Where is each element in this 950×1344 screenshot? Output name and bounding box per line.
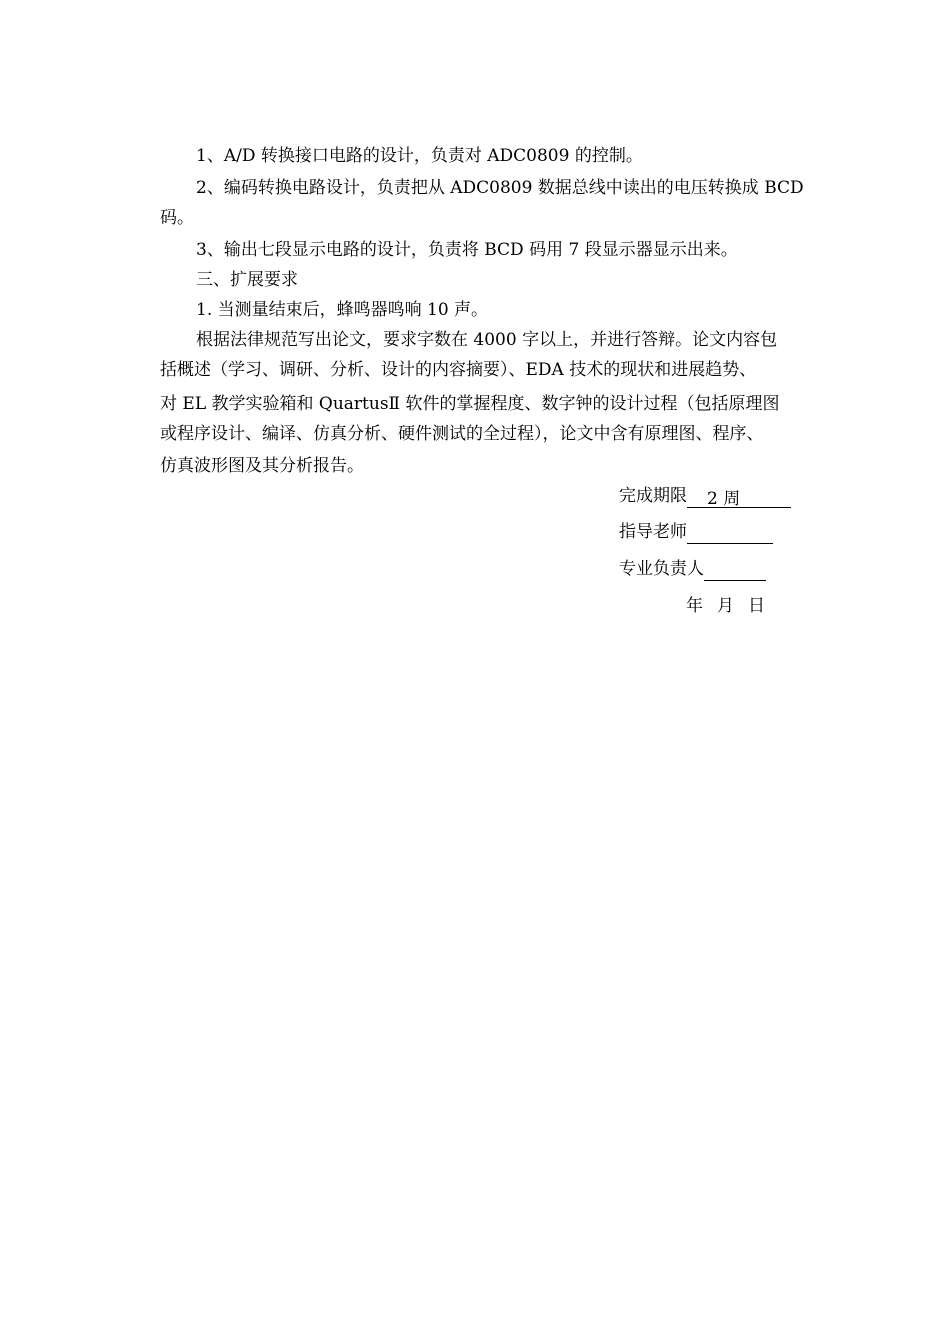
head-signature-line <box>704 560 766 581</box>
thesis-line-3: 对 EL 教学实验箱和 QuartusⅡ 软件的掌握程度、数字钟的设计过程（包括原理图 <box>160 394 780 414</box>
deadline-label: 完成期限 <box>619 486 687 506</box>
head-label: 专业负责人 <box>619 559 704 579</box>
requirement-item-3: 3、输出七段显示电路的设计，负责将 BCD 码用 7 段显示器显示出来。 <box>196 240 738 260</box>
deadline-value: 2 周 <box>687 488 791 508</box>
advisor-row <box>619 520 773 544</box>
advisor-label: 指导老师 <box>619 522 687 542</box>
date-row <box>686 594 779 618</box>
date-day: 日 <box>748 596 765 616</box>
thesis-line-4: 或程序设计、编译、仿真分析、硬件测试的全过程），论文中含有原理图、程序、 <box>160 424 764 444</box>
thesis-line-5: 仿真波形图及其分析报告。 <box>160 456 364 476</box>
requirement-item-1: 1、A/D 转换接口电路的设计，负责对 ADC0809 的控制。 <box>196 146 643 166</box>
advisor-signature-line <box>687 523 773 544</box>
date-year: 年 <box>686 596 703 616</box>
thesis-line-1: 根据法律规范写出论文，要求字数在 4000 字以上，并进行答辩。论文内容包 <box>196 330 778 350</box>
head-row <box>619 557 766 581</box>
extension-heading: 三、扩展要求 <box>196 270 298 290</box>
date-month: 月 <box>717 596 734 616</box>
requirement-item-2-line-1: 2、编码转换电路设计，负责把从 ADC0809 数据总线中读出的电压转换成 BCD <box>196 178 804 198</box>
requirement-item-2-line-2: 码。 <box>160 208 194 228</box>
thesis-line-2: 括概述（学习、调研、分析、设计的内容摘要）、EDA 技术的现状和进展趋势、 <box>160 360 757 380</box>
extension-item-1: 1. 当测量结束后，蜂鸣器鸣响 10 声。 <box>196 300 489 320</box>
deadline-row <box>619 484 791 508</box>
